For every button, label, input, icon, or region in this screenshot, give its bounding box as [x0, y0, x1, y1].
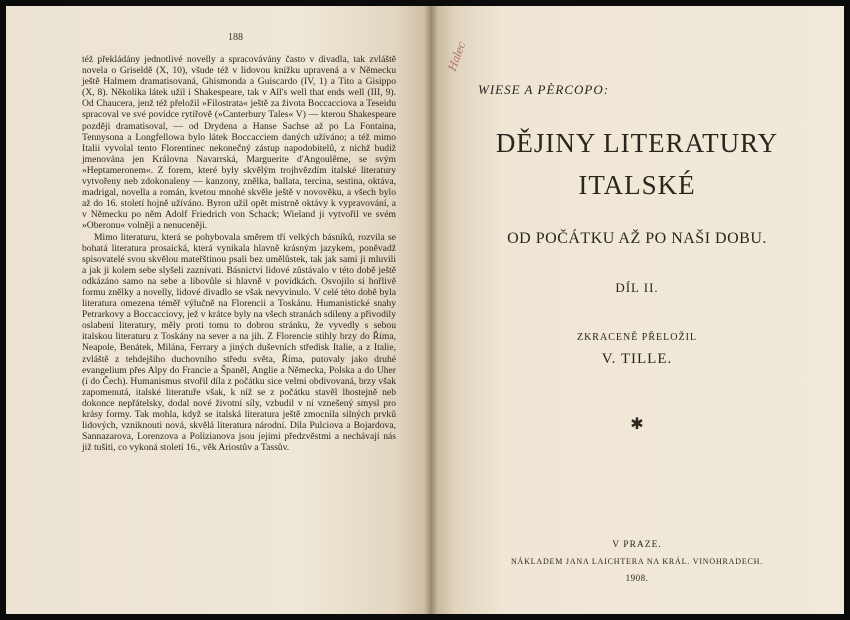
- book-gutter: [424, 6, 438, 614]
- publication-place: V PRAZE.: [612, 540, 662, 550]
- abridged-by-label: ZKRACENĚ PŘELOŽIL: [576, 332, 698, 343]
- title-page: [430, 6, 844, 614]
- book-title-line-2: ITALSKÉ: [578, 170, 696, 200]
- paragraph-1: též překládány jednotlivé novelly a spracovávány často v divadla, tak zvláště novela o Griseldě (X, 10), všude též v lidovou knížku upravená a v Německu ještě Halmem dramatisovaná, Ghismonda a Guiscardo (IV, 1) a Tito a Gisippo (X, 8). Několika látek užil i Shakespeare, tak v All's well that ends well (III, 9). Od Chaucera, jenž též přeložil »Filostrata« ještě za života Boccacciova a Teseidu spracoval ve své povídce rytířově (»Canterbury Tales« V) — kterou Shakespeare později dramatisoval, — od Drydena a Hanse Sachse až po La Fontaina, Tennysona a Longfellowa bylo látek Boccacciem daných užíváno; a též mimo Italii vyvolal tento Florentinec nekonečný zástup napodobitelů, z nichž budiž jmenována jen Královna Navarrská, Marguerite d'Angoulême, se svým »Heptameronem«. Z forem, které byly skvělým trojhvězdím italské literatury vytvořeny neb zdokonaleny — kanzony, znělka, ballata, tercina, sestina, oktáva, madrigal, novella a román, kvetou mnohé skvěle ještě v novověku, a všech bylo až do 16. století hojně užíváno. Byron užil opět mistrně oktávy k vypravování, a v Německu po něm Adolf Friedrich von Schack; Wieland ji vytvořil ve svém »Oberonu« volněji a nenuceněji.: [82, 54, 396, 232]
- left-page: [6, 6, 430, 614]
- translator-name: V. TILLE.: [601, 351, 673, 367]
- paragraph-2: Mimo literaturu, která se pohybovala směrem tří velkých básníků, rozvila se bohatá literatura prosaická, která vynikala hlavně krásným jazykem, poněvadž spisovatelé svou skvělou mateřštinou psali bez umělůstek, tak jak sami ji mluvili a jak ji kolem sebe slyšeli zaznívati. Básnictví lidové zůstávalo v této době ještě odkázáno samo na sebe a libovůle si hlavně v povídkách. Osvojilo si hořlivě formu znělky a novelly, lidové divadlo se však nevyvinulo. V celé této době byla literatura omezena téměř výlučně na Florencii a Toskánu. Humanistické snahy Petrarkovy a Boccacciovy, jež v krátce byly na všech stranách sdíleny a přivodily oslabení literatury, měly proti tomu to dobrou stránku, že vyvedly s sebou italskou literaturu z Toskány na sever a na jih. Z Florencie stihly brzy do Říma, Neapole, Benátek, Milána, Ferrary a jiných duševních středisk Italie, a z Italie, zvláště z tehdejšího duchovního středu světa, Říma, putovaly jako druhé evangelium přes Alpy do Francie a Španěl, Anglie a Německa, Polska a do Uher (i do Čech). Humanismus stvořil díla z počátku sice velmi obdivovaná, brzy však zapomenutá, italské literatuře však, k níž se z počátku stavěl lhostejně neb dokonce nepřátelsky, dodal nové životní síly, vzbudil v ní vznešený smysl pro krásy formy. Tak mohla, když se italská literatura ještě zmocnila silných prvků lidových, vzniknouti nová, skvělá literatura národní. Díla Pulciova a Bojardova, Sannazarova, Lorenzova a Polizianova jsou jejími předzvěstmi a nechávají nás již tušiti, co vykoná století 16., věk Ariostův a Tassův.: [82, 231, 396, 454]
- publisher: NÁKLADEM JANA LAICHTERA NA KRÁL. VINOHRADECH.: [510, 557, 764, 566]
- page-number: 188: [228, 32, 243, 43]
- book-subtitle: OD POČÁTKU AŽ PO NAŠI DOBU.: [507, 230, 767, 247]
- book-title-line-1: DĚJINY LITERATURY: [495, 128, 779, 158]
- asterisk-ornament-icon: ✱: [630, 414, 644, 433]
- volume-label: DÍL II.: [615, 280, 659, 295]
- pencil-note: Halec: [445, 40, 469, 73]
- book-spread: [6, 6, 844, 614]
- authors: WIESE A PÈRCOPO:: [478, 82, 610, 97]
- body-text: [82, 54, 396, 453]
- publication-year: 1908.: [625, 573, 649, 583]
